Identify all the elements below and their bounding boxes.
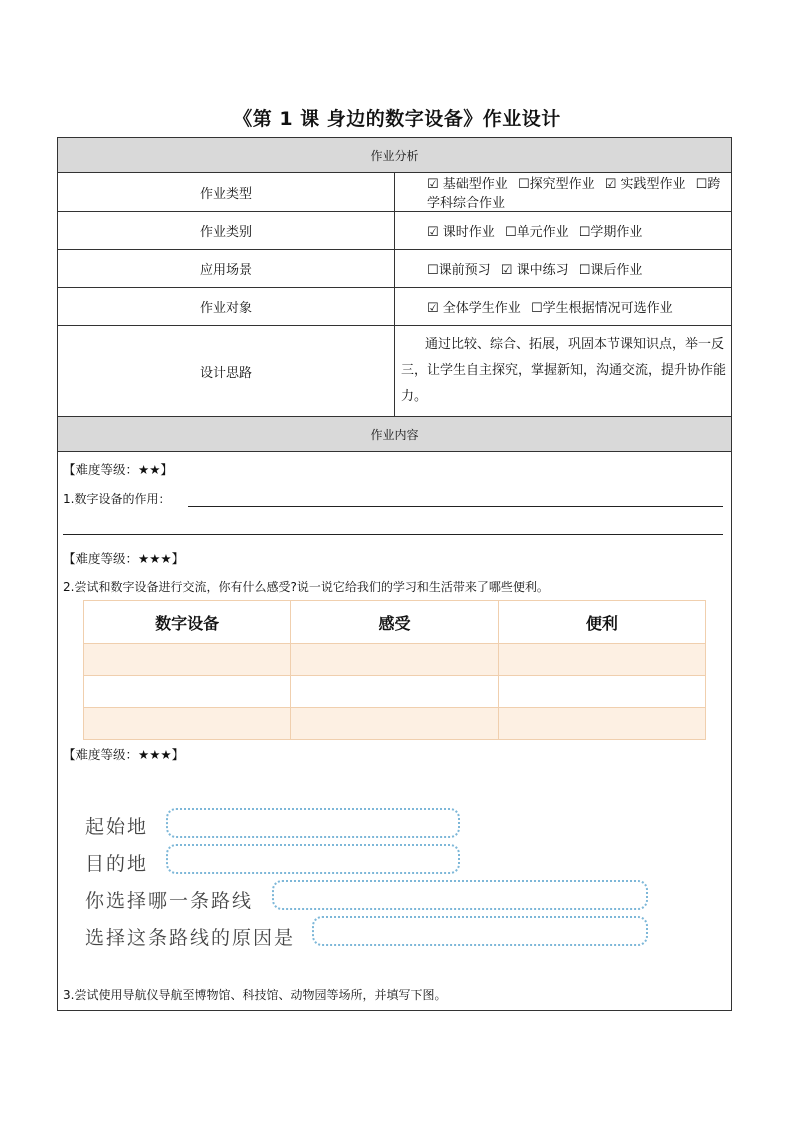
option-interdisciplinary[interactable]: ☐跨学科综合作业 <box>427 177 721 211</box>
difficulty-level-3: 【难度等级：★★★】 <box>63 747 185 762</box>
option-in-class[interactable]: ☑ 课中练习 <box>500 263 569 278</box>
device-table <box>83 600 706 740</box>
nav-reason-label: 选择这条路线的原因是 <box>85 927 296 949</box>
header-device: 数字设备 <box>84 601 291 644</box>
type-options <box>395 173 732 212</box>
question-2: 2.尝试和数字设备进行交流，你有什么感受?说一说它给我们的学习和生活带来了哪些便利。 <box>63 580 549 594</box>
nav-route-field[interactable] <box>272 880 648 910</box>
table-cell[interactable] <box>84 644 291 676</box>
scenario-label: 应用场景 <box>58 250 395 288</box>
homework-table <box>57 137 732 1011</box>
answer-line-1[interactable] <box>188 506 723 507</box>
table-cell[interactable] <box>291 676 498 708</box>
option-basic[interactable]: ☑ 基础型作业 <box>427 177 508 192</box>
nav-reason-field[interactable] <box>312 916 648 946</box>
design-text: 通过比较、综合、拓展，巩固本节课知识点，举一反三，让学生自主探究，掌握新知，沟通交流，提升协作能力。 <box>401 337 727 404</box>
design-cell <box>395 326 732 417</box>
option-all-students[interactable]: ☑ 全体学生作业 <box>427 301 521 316</box>
content-header: 作业内容 <box>58 417 732 452</box>
difficulty-level-2: 【难度等级：★★★】 <box>63 551 185 566</box>
type-row <box>58 173 732 212</box>
table-cell[interactable] <box>498 644 705 676</box>
option-after-class[interactable]: ☐课后作业 <box>578 263 643 278</box>
target-label: 作业对象 <box>58 288 395 326</box>
table-cell[interactable] <box>84 676 291 708</box>
question-3: 3.尝试使用导航仪导航至博物馆、科技馆、动物园等场所，并填写下图。 <box>63 988 447 1002</box>
question-1: 1.数字设备的作用： <box>63 492 171 506</box>
device-table-header <box>84 601 706 644</box>
nav-start-field[interactable] <box>166 808 460 838</box>
option-preview[interactable]: ☐课前预习 <box>427 263 491 278</box>
type-label: 作业类型 <box>58 173 395 212</box>
analysis-header: 作业分析 <box>58 138 732 173</box>
target-row <box>58 288 732 326</box>
table-row <box>84 644 706 676</box>
category-row <box>58 212 732 250</box>
nav-dest-label: 目的地 <box>85 853 149 875</box>
nav-dest-field[interactable] <box>166 844 460 874</box>
option-inquiry[interactable]: ☐探究型作业 <box>517 177 595 192</box>
content-cell <box>58 452 732 1011</box>
table-cell[interactable] <box>498 676 705 708</box>
nav-route-label: 你选择哪一条路线 <box>85 890 254 912</box>
table-cell[interactable] <box>291 644 498 676</box>
page-title: 《第 1 课 身边的数字设备》作业设计 <box>233 108 561 130</box>
difficulty-level-1: 【难度等级：★★】 <box>63 462 173 477</box>
table-row <box>84 676 706 708</box>
option-practice[interactable]: ☑ 实践型作业 <box>604 177 686 192</box>
option-optional[interactable]: ☐学生根据情况可选作业 <box>530 301 673 316</box>
table-cell[interactable] <box>84 708 291 740</box>
header-feeling: 感受 <box>291 601 498 644</box>
option-lesson[interactable]: ☑ 课时作业 <box>427 225 495 240</box>
design-label: 设计思路 <box>58 326 395 417</box>
option-unit[interactable]: ☐单元作业 <box>504 225 569 240</box>
option-term[interactable]: ☐学期作业 <box>578 225 643 240</box>
scenario-options <box>395 250 732 288</box>
scenario-row <box>58 250 732 288</box>
header-benefit: 便利 <box>498 601 705 644</box>
table-row <box>84 708 706 740</box>
design-row <box>58 326 732 417</box>
answer-line-2[interactable] <box>63 534 723 535</box>
target-options <box>395 288 732 326</box>
table-cell[interactable] <box>291 708 498 740</box>
table-cell[interactable] <box>498 708 705 740</box>
nav-start-label: 起始地 <box>85 816 149 838</box>
category-options <box>395 212 732 250</box>
category-label: 作业类别 <box>58 212 395 250</box>
